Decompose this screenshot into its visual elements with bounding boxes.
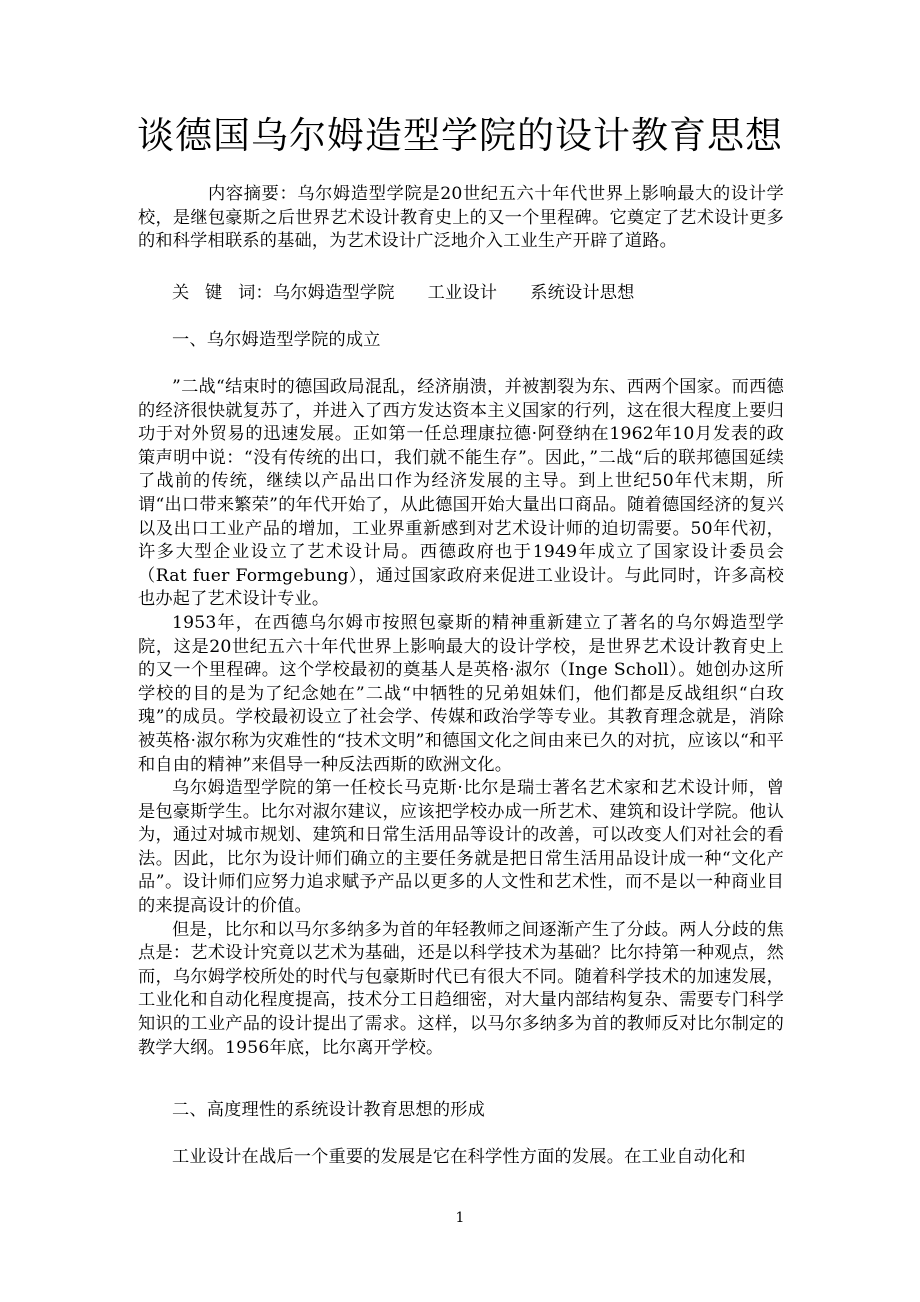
section-heading — [138, 1099, 784, 1123]
section-2-body — [138, 1146, 784, 1170]
section-2-heading: 二、高度理性的系统设计教育思想的形成 — [172, 1100, 485, 1120]
section-1-body — [138, 376, 784, 1060]
section-heading — [138, 329, 784, 353]
keywords — [138, 282, 784, 306]
document-title: 谈德国乌尔姆造型学院的设计教育思想 — [137, 114, 783, 157]
paragraph: 1953年，在西德乌尔姆市按照包豪斯的精神重新建立了著名的乌尔姆造型学院，这是20世纪五六十年代世界上影响最大的设计学校，是世界艺术设计教育史上的又一个里程碑。这个学校最初的奠基人是英格·淑尔（Inge Scholl）。她创办这所学校的目的是为了纪念她在”二战“中牺牲的兄弟姐妹们，他们都是反战组织“白玫瑰”的成员。学校最初设立了社会学、传媒和政治学等专业。其教育理念就是，消除被英格·淑尔称为灾难性的“技术文明”和德国文化之间由来已久的对抗，应该以“和平和自由的精神”来倡导一种反法西斯的欧洲文化。 — [138, 612, 784, 775]
abstract-text: 内容摘要：乌尔姆造型学院是20世纪五六十年代世界上影响最大的设计学校，是继包豪斯之后世界艺术设计教育史上的又一个里程碑。它奠定了艺术设计更多的和科学相联系的基础，为艺术设计广泛地介入工业生产开辟了道路。 — [138, 184, 784, 252]
paragraph: 但是，比尔和以马尔多纳多为首的年轻教师之间逐渐产生了分歧。两人分歧的焦点是：艺术设计究竟以艺术为基础，还是以科学技术为基础？比尔持第一种观点，然而，乌尔姆学校所处的时代与包豪斯时代已有很大不同。随着科学技术的加速发展，工业化和自动化程度提高，技术分工日趋细密，对大量内部结构复杂、需要专门科学知识的工业产品的设计提出了需求。这样，以马尔多纳多为首的教师反对比尔制定的教学大纲。1956年底，比尔离开学校。 — [138, 919, 784, 1058]
page-number: 1 — [455, 1210, 465, 1226]
section-1-heading: 一、乌尔姆造型学院的成立 — [172, 330, 381, 350]
paragraph: 工业设计在战后一个重要的发展是它在科学性方面的发展。在工业自动化和 — [172, 1147, 746, 1167]
abstract — [138, 183, 784, 254]
paragraph: ”二战“结束时的德国政局混乱，经济崩溃，并被割裂为东、西两个国家。而西德的经济很快就复苏了，并进入了西方发达资本主义国家的行列，这在很大程度上要归功于对外贸易的迅速发展。正如第一任总理康拉德·阿登纳在1962年10月发表的政策声明中说：“没有传统的出口，我们就不能生存”。因此，”二战“后的联邦德国延续了战前的传统，继续以产品出口作为经济发展的主导。到上世纪50年代末期，所谓“出口带来繁荣”的年代开始了，从此德国开始大量出口商品。随着德国经济的复兴以及出口工业产品的增加，工业界重新感到对艺术设计师的迫切需要。50年代初，许多大型企业设立了艺术设计局。西德政府也于1949年成立了国家设计委员会（Rat fuer Formgebung），通过国家政府来促进工业设计。与此同时，许多高校也办起了艺术设计专业。 — [138, 377, 784, 610]
paragraph: 乌尔姆造型学院的第一任校长马克斯·比尔是瑞士著名艺术家和艺术设计师，曾是包豪斯学生。比尔对淑尔建议，应该把学校办成一所艺术、建筑和设计学院。他认为，通过对城市规划、建筑和日常生活用品等设计的改善，可以改变人们对社会的看法。因此，比尔为设计师们确立的主要任务就是把日常生活用品设计成一种“文化产品”。设计师们应努力追求赋予产品以更多的人文性和艺术性，而不是以一种商业目的来提高设计的价值。 — [138, 778, 784, 917]
keywords-text: 关 键 词：乌尔姆造型学院 工业设计 系统设计思想 — [172, 283, 635, 303]
